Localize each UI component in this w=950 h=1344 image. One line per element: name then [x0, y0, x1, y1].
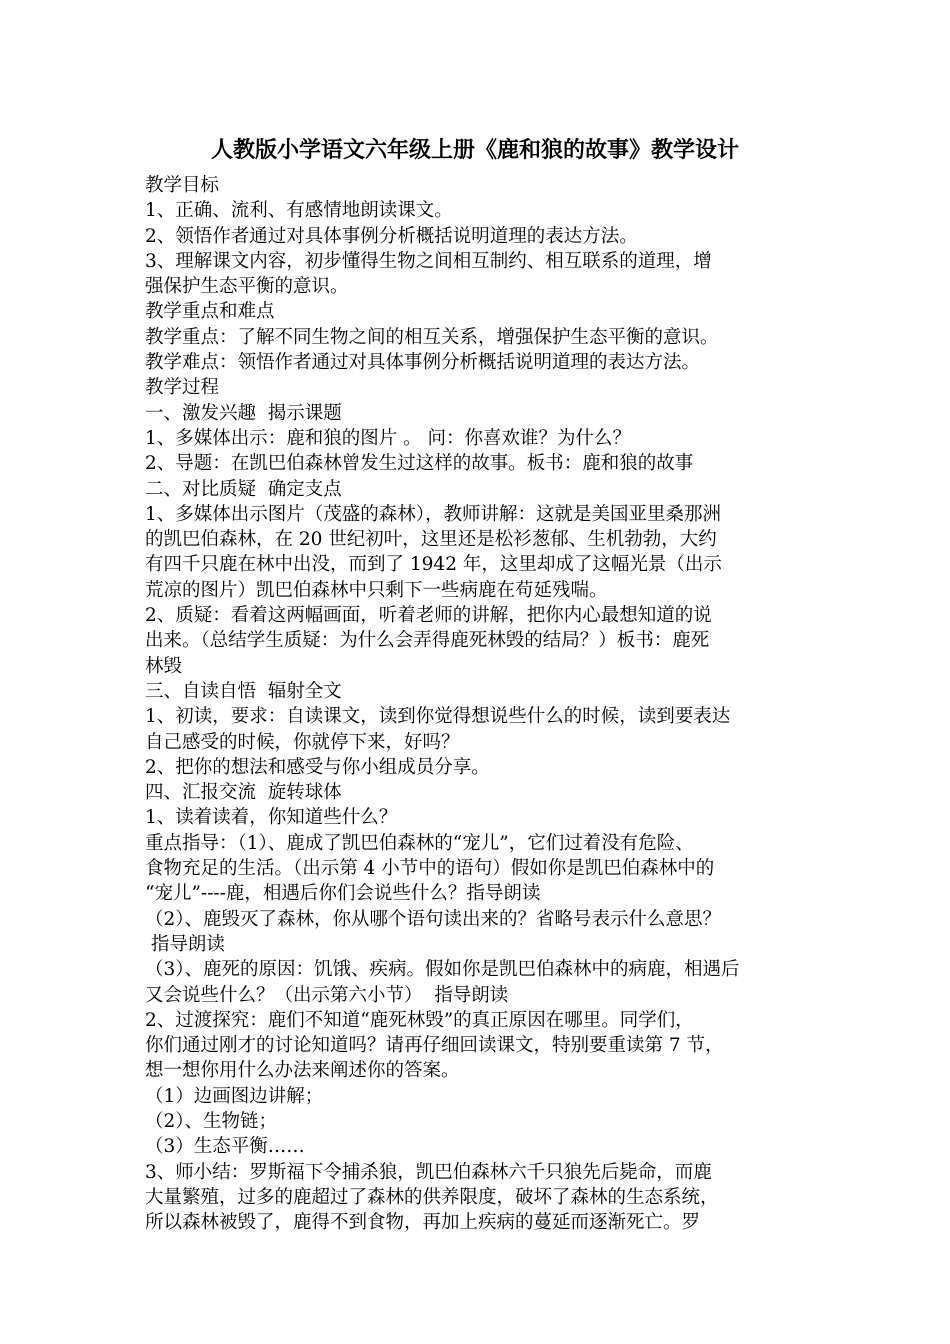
- text-line: 出来。（总结学生质疑：为什么会弄得鹿死林毁的结局？）板书：鹿死: [145, 630, 710, 652]
- text-line: 2、过渡探究：鹿们不知道“鹿死林毁”的真正原因在哪里。同学们，: [145, 1009, 694, 1031]
- text-line: 林毁: [145, 655, 183, 677]
- text-line: 二、对比质疑 确定支点: [145, 478, 342, 500]
- text-line: 想一想你用什么办法来阐述你的答案。: [145, 1060, 460, 1082]
- text-line: 3、师小结：罗斯福下令捕杀狼，凯巴伯森林六千只狼先后毙命，而鹿: [145, 1161, 712, 1183]
- text-line: 教学难点：领悟作者通过对具体事例分析概括说明道理的表达方法。: [145, 352, 701, 374]
- text-line: 荒凉的图片）凯巴伯森林中只剩下一些病鹿在苟延残喘。: [145, 579, 608, 601]
- text-line: （2）、生物链；: [145, 1110, 278, 1132]
- text-line: 的凯巴伯森林，在 20 世纪初叶，这里还是松衫葱郁、生机勃勃，大约: [145, 529, 717, 551]
- text-line: 又会说些什么？（出示第六小节） 指导朗读: [145, 984, 509, 1006]
- text-line: 教学过程: [145, 377, 220, 399]
- text-line: 强保护生态平衡的意识。: [145, 276, 349, 298]
- text-line: 一、激发兴趣 揭示课题: [145, 402, 342, 424]
- text-line: 1、初读，要求：自读课文，读到你觉得想说些什么的时候，读到要表达: [145, 706, 731, 728]
- text-line: 有四千只鹿在林中出没，而到了 1942 年，这里却成了这幅光景（出示: [145, 554, 722, 576]
- text-line: 大量繁殖，过多的鹿超过了森林的供养限度，破坏了森林的生态系统，: [145, 1186, 719, 1208]
- text-line: 3、理解课文内容，初步懂得生物之间相互制约、相互联系的道理，增: [145, 250, 712, 272]
- document-body: [145, 173, 815, 1235]
- text-line: 教学目标: [145, 175, 220, 196]
- text-line: 四、汇报交流 旋转球体: [145, 782, 342, 804]
- text-line: 2、领悟作者通过对具体事例分析概括说明道理的表达方法。: [145, 225, 638, 247]
- text-line: 1、多媒体出示：鹿和狼的图片 。 问：你喜欢谁？为什么？: [145, 427, 632, 449]
- text-line: （1）边画图边讲解；: [145, 1085, 324, 1107]
- text-line: 三、自读自悟 辐射全文: [145, 680, 342, 702]
- text-line: 教学重点：了解不同生物之间的相互关系，增强保护生态平衡的意识。: [145, 326, 719, 348]
- text-line: 2、质疑：看着这两幅画面，听着老师的讲解，把你内心最想知道的说: [145, 605, 712, 627]
- text-line: 自己感受的时候，你就停下来，好吗？: [145, 731, 460, 753]
- text-line: 1、多媒体出示图片（茂盛的森林），教师讲解：这就是美国亚里桑那洲: [145, 503, 722, 525]
- text-line: （3）生态平衡……: [145, 1136, 305, 1158]
- text-line: 所以森林被毁了，鹿得不到食物，再加上疾病的蔓延而逐渐死亡。罗: [145, 1212, 701, 1234]
- document-title: 人教版小学语文六年级上册《鹿和狼的故事》教学设计: [210, 137, 739, 163]
- text-line: （2）、鹿毁灭了森林，你从哪个语句读出来的？省略号表示什么意思？: [145, 908, 722, 930]
- text-line: “宠儿”----鹿，相遇后你们会说些什么？指导朗读: [145, 883, 541, 905]
- text-line: 1、读着读着，你知道些什么？: [145, 807, 398, 829]
- text-line: 2、导题：在凯巴伯森林曾发生过这样的故事。板书：鹿和狼的故事: [145, 453, 694, 475]
- text-line: （3）、鹿死的原因：饥饿、疾病。假如你是凯巴伯森林中的病鹿，相遇后: [145, 959, 740, 981]
- text-line: 你们通过刚才的讨论知道吗？请再仔细回读课文，特别要重读第 7 节，: [145, 1035, 724, 1057]
- text-line: 2、把你的想法和感受与你小组成员分享。: [145, 756, 490, 778]
- text-line: 指导朗读: [145, 933, 225, 955]
- text-line: 食物充足的生活。（出示第 4 小节中的语句）假如你是凯巴伯森林中的: [145, 858, 715, 880]
- text-line: 1、正确、流利、有感情地朗读课文。: [145, 200, 453, 222]
- text-line: 重点指导：（1）、鹿成了凯巴伯森林的“宠儿”，它们过着没有危险、: [145, 832, 694, 854]
- text-line: 教学重点和难点: [145, 301, 275, 323]
